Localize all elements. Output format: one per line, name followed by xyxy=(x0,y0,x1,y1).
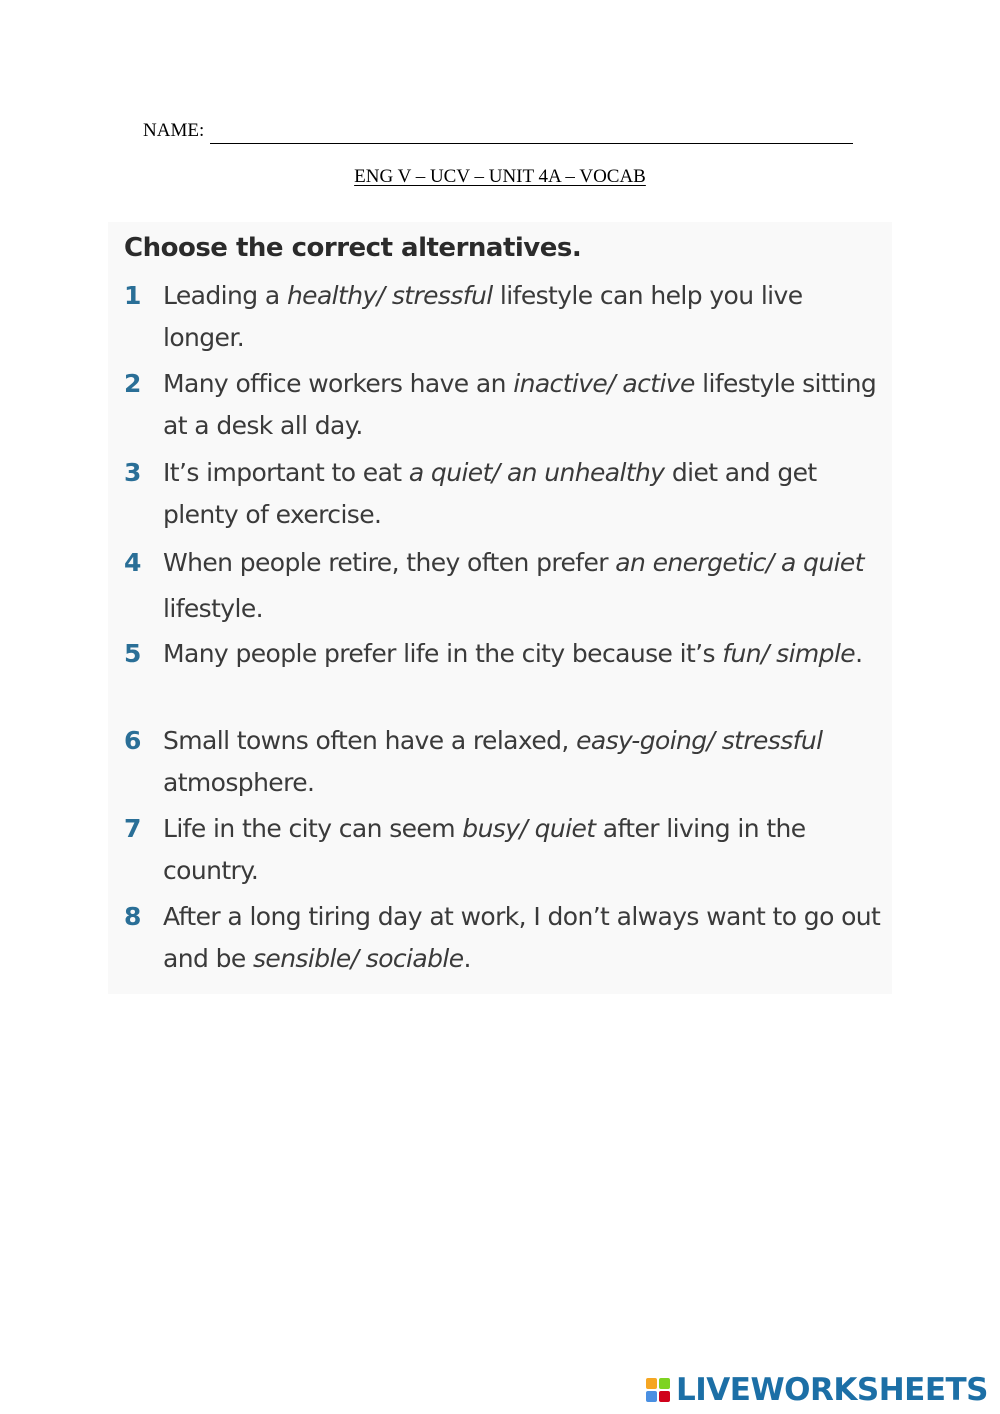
item-sentence: Many people prefer life in the city because it’s fun/ simple. xyxy=(163,639,863,668)
exercise-item xyxy=(124,363,884,447)
item-alternatives: sensible/ sociable xyxy=(252,944,464,973)
item-number: 3 xyxy=(124,458,141,487)
item-alternatives: a quiet/ an unhealthy xyxy=(408,458,665,487)
item-number: 7 xyxy=(124,814,141,843)
item-sentence: After a long tiring day at work, I don’t always want to go out and be sensible/ sociable. xyxy=(163,902,881,973)
item-alternatives: healthy/ stressful xyxy=(286,281,493,310)
liveworksheets-logo-icon xyxy=(646,1378,670,1402)
exercise-item xyxy=(124,452,884,536)
liveworksheets-logo[interactable] xyxy=(646,1370,988,1410)
item-alternatives: busy/ quiet xyxy=(462,814,596,843)
item-alternatives: inactive/ active xyxy=(513,369,695,398)
item-number: 4 xyxy=(124,548,141,577)
item-number: 5 xyxy=(124,639,141,668)
name-field xyxy=(143,118,853,144)
item-sentence: It’s important to eat a quiet/ an unhealthy diet and get plenty of exercise. xyxy=(163,458,817,529)
item-number: 8 xyxy=(124,902,141,931)
item-sentence: When people retire, they often prefer an energetic/ a quiet lifestyle. xyxy=(163,548,864,623)
item-alternatives: fun/ simple xyxy=(722,639,856,668)
exercise-item xyxy=(124,896,884,980)
item-alternatives: an energetic/ a quiet xyxy=(615,548,864,577)
name-blank-line xyxy=(210,125,853,144)
logo-text: LIVEWORKSHEETS xyxy=(676,1372,988,1408)
item-sentence: Life in the city can seem busy/ quiet after living in the country. xyxy=(163,814,806,885)
exercise-item xyxy=(124,275,884,359)
logo-tile xyxy=(646,1378,657,1389)
worksheet-title: ENG V – UCV – UNIT 4A – VOCAB xyxy=(354,166,646,187)
exercise-heading: Choose the correct alternatives. xyxy=(124,233,582,263)
exercise-item xyxy=(124,540,884,632)
logo-tile xyxy=(659,1378,670,1389)
exercise-item xyxy=(124,808,884,892)
logo-tile xyxy=(646,1391,657,1402)
exercise-box xyxy=(108,222,892,994)
logo-tile xyxy=(659,1391,670,1402)
item-number: 1 xyxy=(124,281,141,310)
item-sentence: Many office workers have an inactive/ active lifestyle sitting at a desk all day. xyxy=(163,369,877,440)
item-number: 6 xyxy=(124,726,141,755)
exercise-item xyxy=(124,720,884,804)
item-number: 2 xyxy=(124,369,141,398)
item-alternatives: easy-going/ stressful xyxy=(576,726,823,755)
item-sentence: Small towns often have a relaxed, easy-going/ stressful atmosphere. xyxy=(163,726,823,797)
exercise-item xyxy=(124,633,884,675)
name-label: NAME: xyxy=(143,120,205,141)
item-sentence: Leading a healthy/ stressful lifestyle can help you live longer. xyxy=(163,281,803,352)
